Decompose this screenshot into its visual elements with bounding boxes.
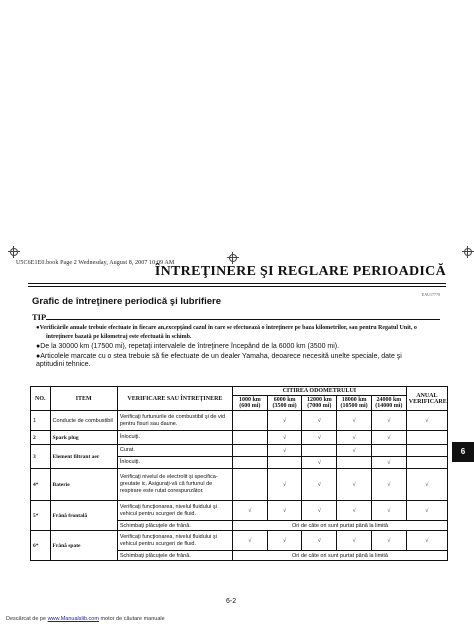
- table-row: [31, 411, 448, 431]
- check-cell: [337, 457, 372, 469]
- manualslib-link[interactable]: www.Manualslib.com: [47, 616, 99, 622]
- row-item: Baterie: [50, 469, 117, 501]
- check-cell: [406, 457, 447, 469]
- odo-col: 24000 km (14000 mi): [371, 396, 406, 411]
- check-cell: √: [371, 411, 406, 431]
- row-verification: Verificaţi nivelul de electrolit şi specifica-greutate ic. Asiguraţi-vă că furtunul de respirare este rutat corespunzător.: [117, 469, 232, 501]
- check-cell: √: [337, 531, 372, 551]
- pdf-info: U5C6E1E0.book Page 2 Wednesday, August 8, 2007 10:09 AM: [16, 260, 175, 266]
- title-rule-thin: [28, 286, 446, 287]
- check-cell: √: [406, 469, 447, 501]
- title-rule: [28, 283, 446, 284]
- odo-col: 18000 km (10500 mi): [337, 396, 372, 411]
- row-no: 1: [31, 411, 51, 431]
- row-item: Conducte de combustibil: [50, 411, 117, 431]
- check-cell: [406, 431, 447, 445]
- check-cell: √: [371, 501, 406, 521]
- check-cell: √: [267, 431, 302, 445]
- footer-suffix: motor de căutare manuale: [98, 616, 165, 622]
- row-verification: Înlocuiţi.: [117, 431, 232, 445]
- maintenance-table: [30, 386, 448, 561]
- check-cell: √: [337, 431, 372, 445]
- check-cell: √: [267, 445, 302, 457]
- row-item: Frână frontală: [50, 501, 117, 531]
- check-cell: √: [406, 501, 447, 521]
- check-cell: √: [337, 501, 372, 521]
- check-cell: √: [267, 411, 302, 431]
- footer-prefix: Descărcat de pe: [6, 616, 48, 622]
- check-cell: √: [232, 531, 267, 551]
- row-item: Element filtrant aer: [50, 445, 117, 469]
- table-row: [31, 501, 448, 521]
- check-cell: √: [302, 411, 337, 431]
- table-row: [31, 445, 448, 457]
- check-cell: √: [267, 501, 302, 521]
- row-verification: Verificaţi furtunurile de combustibil şi de vid pentru fisuri sau daune.: [117, 411, 232, 431]
- tip-line-2: întreţinere bazată pe kilometraj este efectuată în schimb.: [46, 334, 192, 340]
- check-cell: √: [302, 501, 337, 521]
- table-row: [31, 431, 448, 445]
- header-odometer: CITIREA ODOMETRULUI: [232, 387, 406, 396]
- check-cell: √: [371, 469, 406, 501]
- header-item: ITEM: [50, 387, 117, 411]
- check-cell: √: [302, 457, 337, 469]
- header-anual: ANUAL VERIFICARE: [406, 387, 447, 411]
- crop-mark-icon: [462, 246, 474, 258]
- row-verification: Schimbaţi plăcuţele de frână.: [117, 521, 232, 531]
- check-cell: √: [406, 531, 447, 551]
- check-cell: [371, 445, 406, 457]
- check-cell: √: [371, 431, 406, 445]
- page-number: 6-2: [226, 598, 237, 605]
- check-cell: [232, 411, 267, 431]
- check-cell: √: [267, 531, 302, 551]
- chapter-tab: 6: [452, 442, 474, 462]
- row-verification: Schimbaţi plăcuţele de frână.: [117, 551, 232, 561]
- row-item: Spark plug: [50, 431, 117, 445]
- check-cell: √: [337, 469, 372, 501]
- tip-label: TIP: [32, 312, 47, 322]
- check-cell: [232, 431, 267, 445]
- row-note: Ori de câte ori sunt purtat până la limită: [232, 551, 447, 561]
- check-cell: √: [337, 411, 372, 431]
- row-verification: Curat.: [117, 445, 232, 457]
- table-row: [31, 531, 448, 551]
- row-verification: Înlocuiţi.: [117, 457, 232, 469]
- header-verificare: VERIFICARE SAU ÎNTREŢINERE: [117, 387, 232, 411]
- row-no: 4*: [31, 469, 51, 501]
- check-cell: √: [406, 411, 447, 431]
- tip-rule: [46, 319, 440, 320]
- header-no: NO.: [31, 387, 51, 411]
- check-cell: √: [337, 445, 372, 457]
- row-item: Frână spate: [50, 531, 117, 561]
- check-cell: √: [302, 431, 337, 445]
- tip-line-1: ●Verificările anuale trebuie efectuate în fiecare an,excepţând cazul în care se efectuează o întreţinere pe baza kilometrilor, sau pentru Regatul Unit, o: [36, 325, 417, 331]
- odo-col: 12000 km (7000 mi): [302, 396, 337, 411]
- check-cell: [232, 445, 267, 457]
- row-no: 3: [31, 445, 51, 469]
- check-cell: √: [302, 531, 337, 551]
- row-note: Ori de câte ori sunt purtat până la limită: [232, 521, 447, 531]
- check-cell: [232, 457, 267, 469]
- tip-line-3: ●De la 30000 km (17500 mi), repetaţi intervalele de întreţinere începând de la 6000 km (3500 mi).: [36, 343, 340, 350]
- check-cell: [267, 457, 302, 469]
- row-no: 6*: [31, 531, 51, 561]
- odo-col: 6000 km (3500 mi): [267, 396, 302, 411]
- page-title: ÎNTREŢINERE ŞI REGLARE PERIOADICĂ: [154, 264, 446, 279]
- check-cell: [232, 469, 267, 501]
- row-verification: Verificaţi funcţionarea, nivelul fluidului şi vehicul pentru scurgeri de fluid.: [117, 531, 232, 551]
- row-no: 5*: [31, 501, 51, 531]
- row-no: 2: [31, 431, 51, 445]
- row-verification: Verificaţi funcţionarea, nivelul fluidului şi vehicul pentru scurgeri de fluid.: [117, 501, 232, 521]
- odo-col: 1000 km (600 mi): [232, 396, 267, 411]
- check-cell: √: [371, 531, 406, 551]
- check-cell: √: [371, 457, 406, 469]
- check-cell: √: [267, 469, 302, 501]
- tip-line-4: ●Articolele marcate cu o stea trebuie să fie efectuate de un dealer Yamaha, deoarece necesită unelte speciale, date şi aptitudini tehnice.: [36, 353, 402, 368]
- section-subtitle: Grafic de întreţinere periodică şi lubrifiere: [32, 296, 222, 307]
- check-cell: [302, 445, 337, 457]
- section-code: EAU17770: [421, 292, 440, 297]
- check-cell: [406, 445, 447, 457]
- crop-mark-icon: [8, 246, 20, 258]
- check-cell: √: [232, 501, 267, 521]
- footer: [6, 616, 165, 622]
- table-row: [31, 469, 448, 501]
- crop-mark-icon: [227, 252, 239, 264]
- check-cell: √: [302, 469, 337, 501]
